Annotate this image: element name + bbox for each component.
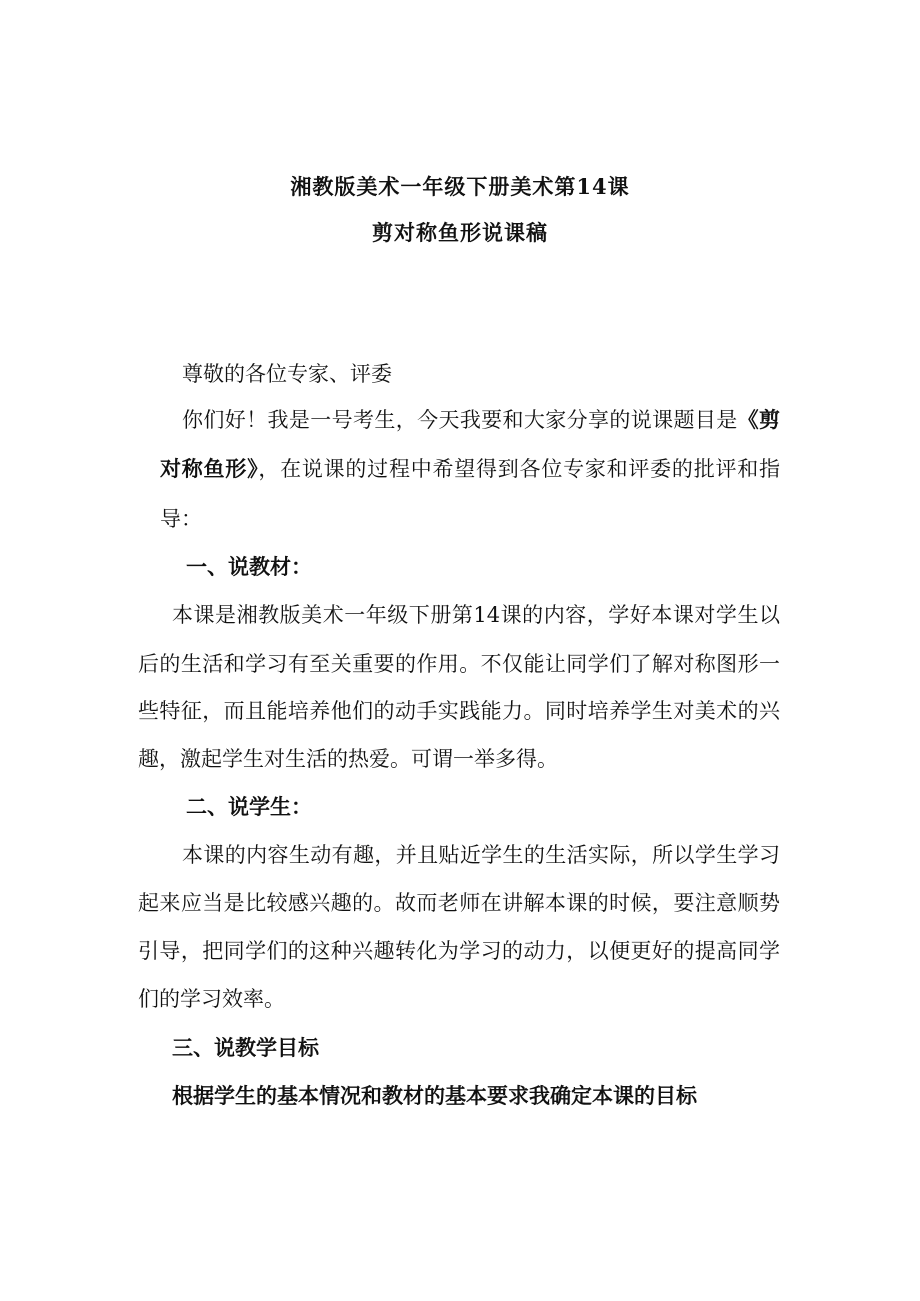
intro-line-1-bold: 《剪 <box>737 407 781 432</box>
doc-title: 湘教版美术一年级下册美术第14课 <box>290 174 630 199</box>
intro-line-2 <box>160 455 780 483</box>
section3-subheading: 根据学生的基本情况和教材的基本要求我确定本课的目标 <box>172 1083 697 1108</box>
section1-heading: 一、说教材： <box>186 554 312 579</box>
intro-line-1-text: 你们好！我是一号考生，今天我要和大家分享的说课题目是 <box>182 408 738 432</box>
section2-line-3: 引导，把同学们的这种兴趣转化为学习的动力，以便更好的提高同学 <box>138 939 780 963</box>
section2-line-1: 本课的内容生动有趣，并且贴近学生的生活实际，所以学生学习 <box>182 843 780 867</box>
section3-heading: 三、说教学目标 <box>172 1035 319 1060</box>
section1-line-3: 些特征，而且能培养他们的动手实践能力。同时培养学生对美术的兴 <box>138 699 780 723</box>
doc-subtitle: 剪对称鱼形说课稿 <box>372 220 548 245</box>
intro-line-3: 导： <box>160 507 202 531</box>
section2-heading: 二、说学生： <box>186 794 312 819</box>
intro-line-2-bold: 对称鱼形》 <box>160 456 259 481</box>
section1-line-2: 后的生活和学习有至关重要的作用。不仅能让同学们了解对称图形一 <box>138 652 780 676</box>
section1-line-4: 趣，激起学生对生活的热爱。可谓一举多得。 <box>138 747 558 771</box>
section2-line-2: 起来应当是比较感兴趣的。故而老师在讲解本课的时候，要注意顺势 <box>138 891 780 915</box>
intro-line-1 <box>182 406 780 434</box>
section2-line-4: 们的学习效率。 <box>138 987 285 1011</box>
greeting: 尊敬的各位专家、评委 <box>182 362 392 386</box>
section1-line-1: 本课是湘教版美术一年级下册第14课的内容，学好本课对学生以 <box>172 603 780 627</box>
intro-line-2-text: ，在说课的过程中希望得到各位专家和评委的批评和指 <box>258 457 781 481</box>
